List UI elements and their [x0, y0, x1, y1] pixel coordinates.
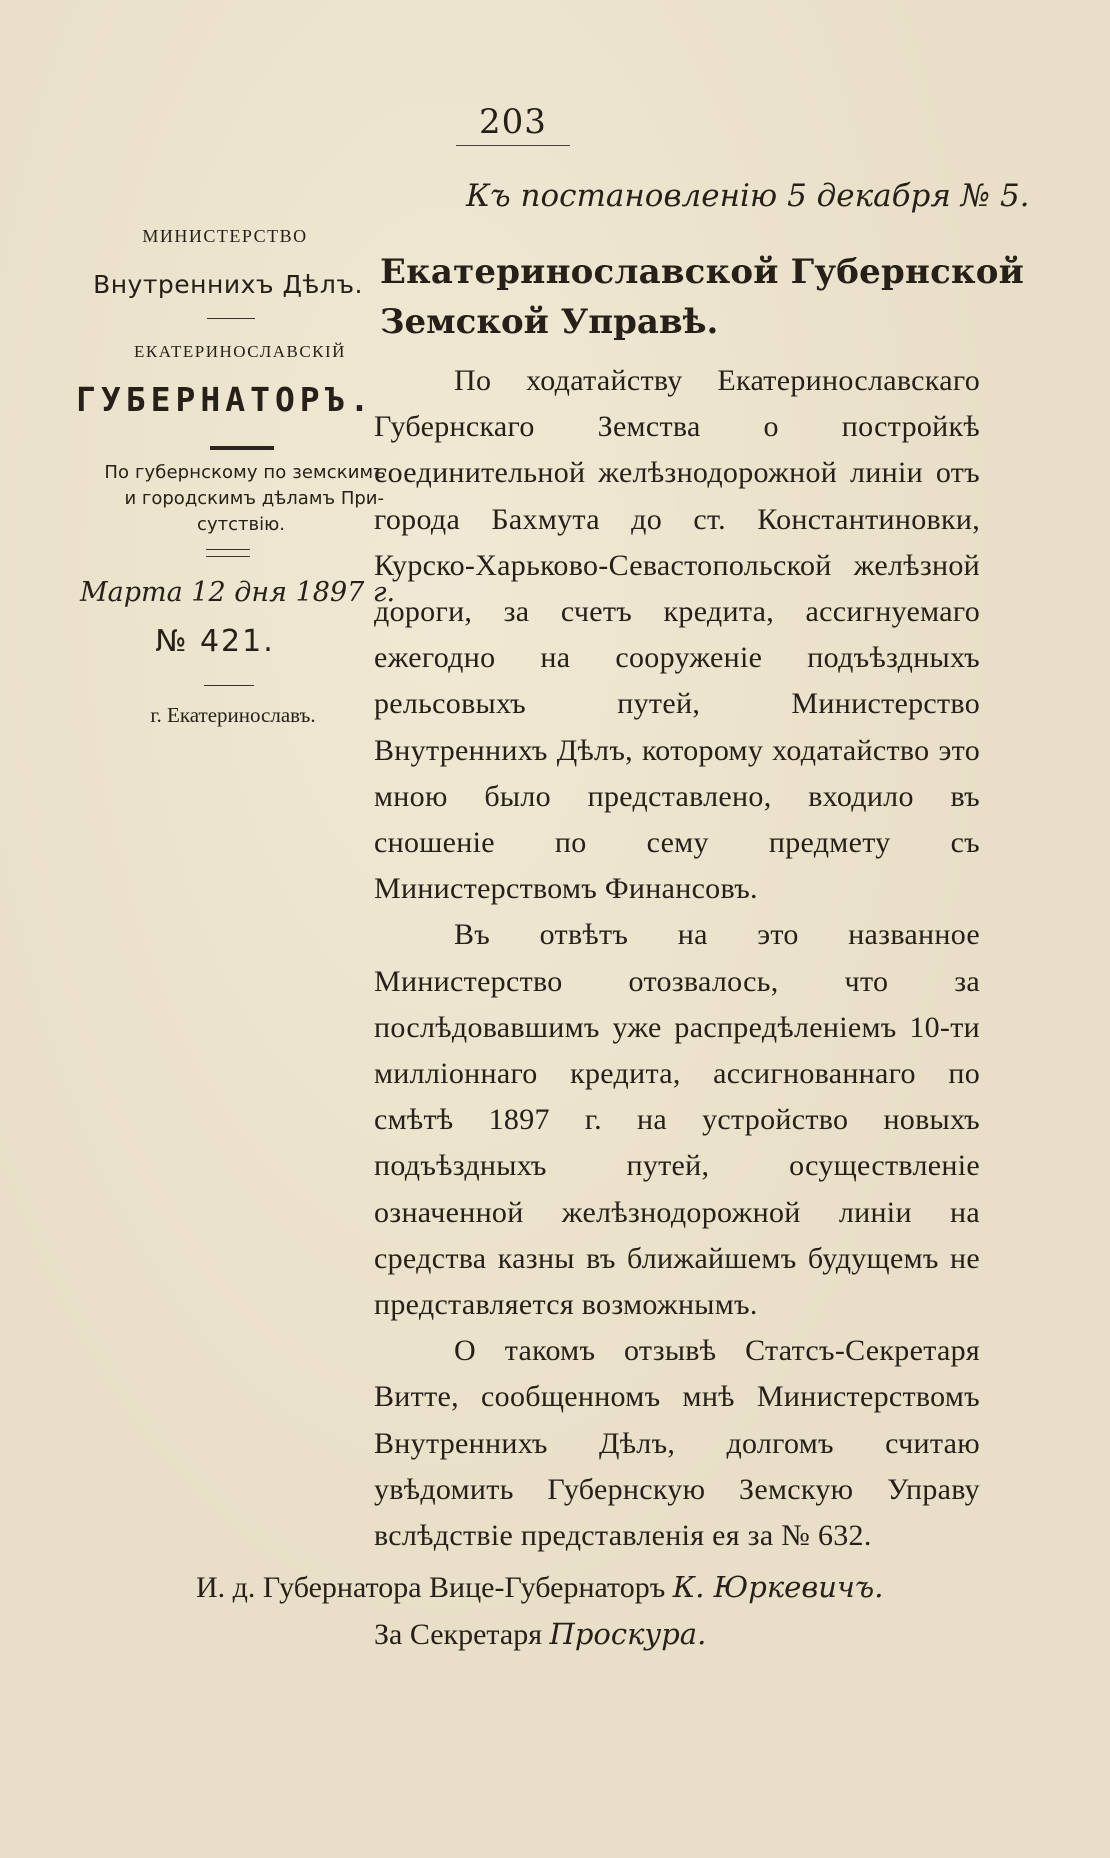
ministry-label: МИНИСТЕРСТВО: [142, 226, 308, 246]
department-label: Внутреннихъ Дѣлъ.: [93, 270, 363, 299]
secretary-title: За Секретаря: [374, 1618, 543, 1651]
governorate-label: ЕКАТЕРИНОСЛАВСКІЙ: [134, 342, 346, 361]
margin-divider-bold: [210, 446, 274, 450]
presence-line: По губернскому по земскимъ: [104, 462, 386, 483]
addressee-line: Земской Управѣ.: [380, 302, 719, 342]
margin-divider: [207, 318, 255, 319]
paragraph: Въ отвѣтъ на это названное Министерство отозвалось, что за послѣдовавшимъ уже распредѣленіемъ 10-ти милліоннаго кредита, ассигнованнаго по смѣтѣ 1897 г. на устройство новыхъ подъѣздныхъ путей, осуществленіе означенной желѣзнодорожной линіи на средства казны въ ближайшемъ будущемъ не представляется возможнымъ.: [374, 918, 980, 1322]
margin-divider: [206, 556, 250, 557]
governor-heading: ГУБЕРНАТОРЪ.: [76, 380, 375, 419]
document-city: г. Екатеринославъ.: [150, 703, 316, 727]
presence-label: [86, 460, 386, 538]
document-number: № 421.: [155, 624, 275, 659]
margin-divider: [204, 685, 254, 686]
paragraph: О такомъ отзывѣ Статсъ-Секретаря Витте, сообщенномъ мнѣ Министерствомъ Внутреннихъ Дѣлъ, долгомъ считаю увѣдомить Губернскую Земскую Управу вслѣдствіе представленія ея за № 632.: [374, 1334, 980, 1553]
secretary-row: [196, 1611, 996, 1658]
paragraph: По ходатайству Екатеринославскаго Губернскаго Земства о постройкѣ соединительной желѣзнодорожной линіи отъ города Бахмута до ст. Константиновки, Курско-Харьково-Севастопольской желѣзной дороги, за счетъ кредита, ассигнуемаго ежегодно на сооруженіе подъѣздныхъ рельсовыхъ путей, Министерство Внутреннихъ Дѣлъ, которому ходатайство это мною было представлено, входило въ сношеніе по сему предмету съ Министерствомъ Финансовъ.: [374, 364, 980, 906]
signatory-name: К. Юркевичъ.: [672, 1570, 884, 1604]
addressee: [380, 247, 1025, 347]
addressee-line: Екатеринославской Губернской: [380, 252, 1025, 292]
signatory-title: И. д. Губернатора Вице-Губернаторъ: [196, 1571, 666, 1604]
margin-divider: [206, 549, 250, 550]
signature-block: [196, 1564, 996, 1658]
presence-line: и городскимъ дѣламъ При-: [124, 488, 384, 509]
document-date: Марта 12 дня 1897 г.: [80, 577, 396, 608]
secretary-name: Проскура.: [549, 1617, 707, 1651]
page-number-rule: [456, 145, 570, 146]
presence-line: сутствію.: [197, 514, 285, 535]
page-number: 203: [479, 102, 547, 142]
letter-body: [374, 358, 980, 1559]
resolution-reference: Къ постановленію 5 декабря № 5.: [466, 178, 1030, 214]
